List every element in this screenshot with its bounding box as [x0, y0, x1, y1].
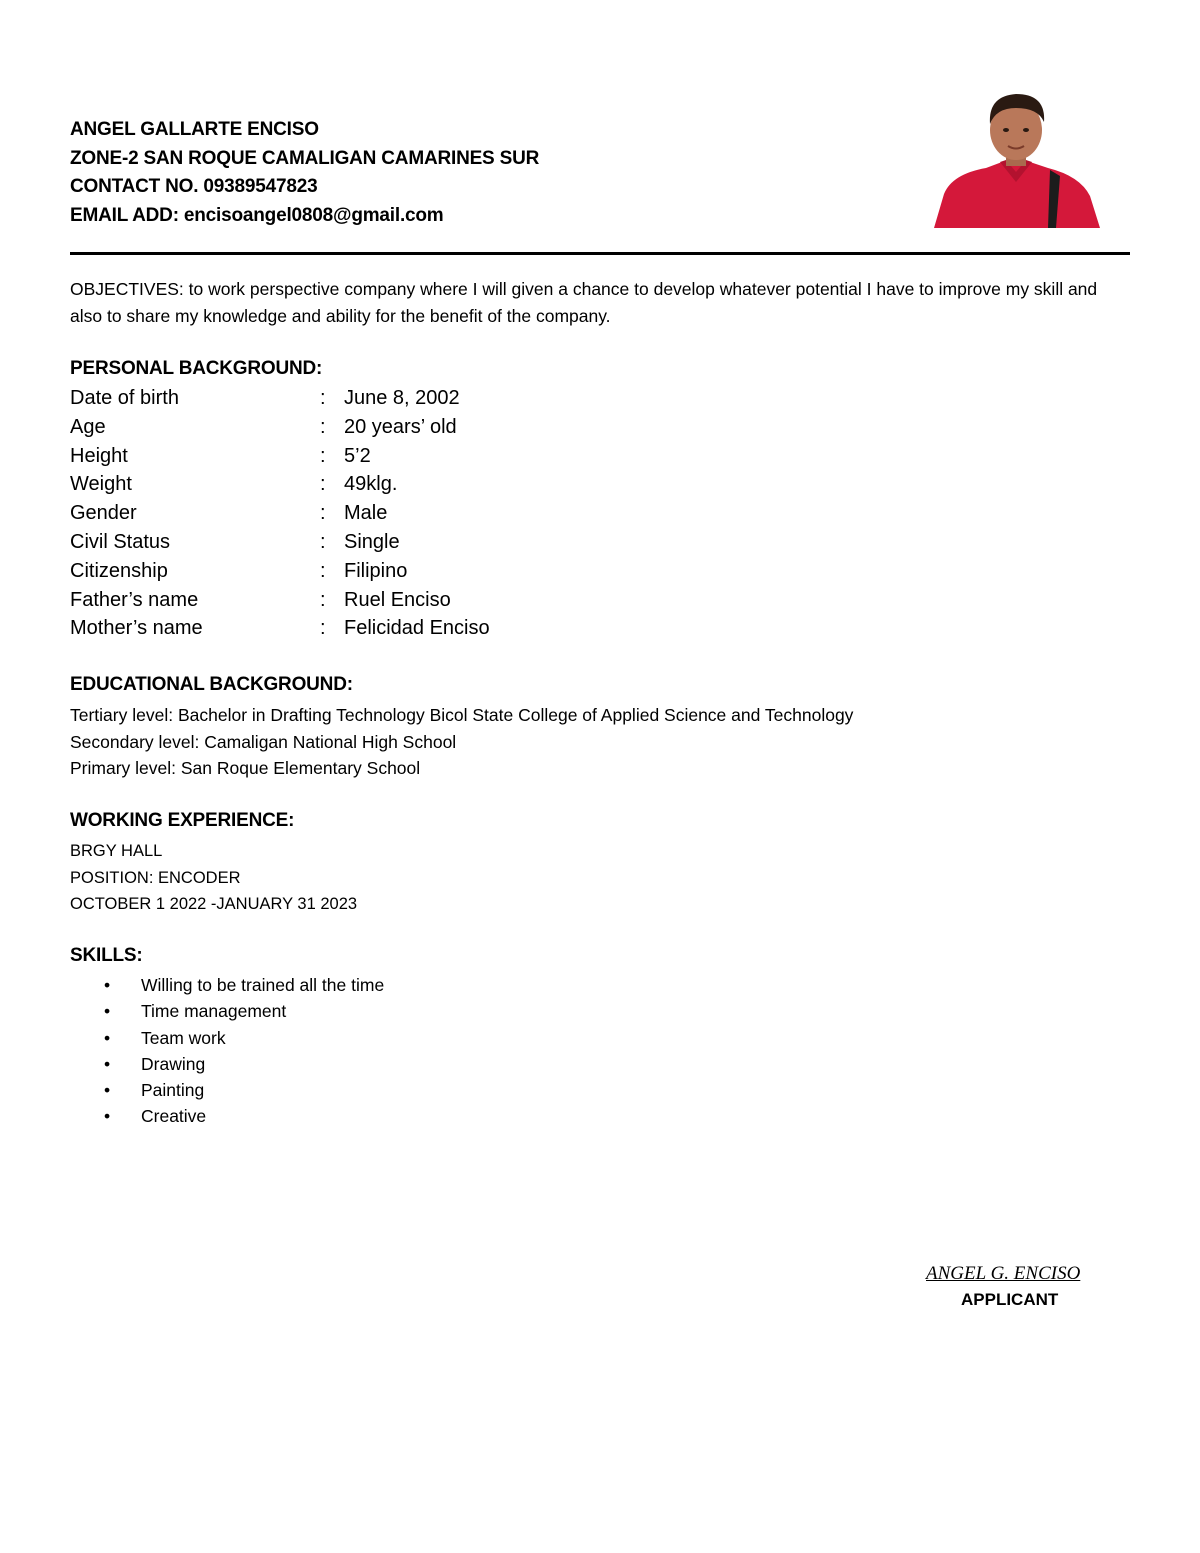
personal-label: Gender	[70, 502, 137, 525]
educational-background-heading: EDUCATIONAL BACKGROUND:	[70, 674, 353, 695]
personal-label: Date of birth	[70, 387, 179, 409]
skills-heading: SKILLS:	[70, 945, 143, 966]
contact-header	[70, 116, 539, 230]
bullet-icon: •	[104, 1106, 111, 1127]
skill-text: Painting	[141, 1080, 205, 1101]
skill-text: Team work	[141, 1027, 226, 1048]
applicant-contact: CONTACT NO. 09389547823	[70, 176, 318, 197]
skill-text: Creative	[141, 1106, 207, 1127]
bullet-icon: •	[104, 1001, 111, 1022]
personal-value: Male	[344, 502, 388, 525]
skill-text: Willing to be trained all the time	[141, 975, 385, 995]
personal-value: Filipino	[344, 559, 408, 582]
bullet-icon: •	[104, 975, 111, 995]
header-divider	[70, 252, 1130, 255]
personal-value: 49klg.	[344, 473, 398, 496]
personal-separator: :	[320, 444, 326, 467]
education-line: Tertiary level: Bachelor in Drafting Technology Bicol State College of Applied Science and Technology	[70, 705, 854, 725]
personal-label: Father’s name	[70, 588, 199, 611]
personal-value: Ruel Enciso	[344, 588, 451, 611]
personal-label: Height	[70, 444, 128, 467]
personal-background-heading: PERSONAL BACKGROUND:	[70, 358, 323, 379]
bullet-icon: •	[104, 1027, 111, 1048]
personal-label: Age	[70, 415, 106, 438]
work-line: OCTOBER 1 2022 -JANUARY 31 2023	[70, 895, 358, 913]
signature-name: ANGEL G. ENCISO	[926, 1263, 1081, 1284]
personal-separator: :	[320, 530, 326, 553]
applicant-photo	[930, 90, 1102, 228]
personal-label: Civil Status	[70, 530, 171, 553]
personal-value: Felicidad Enciso	[344, 617, 490, 640]
work-line: POSITION: ENCODER	[70, 868, 241, 887]
bullet-icon: •	[104, 1080, 111, 1101]
personal-separator: :	[320, 473, 326, 496]
personal-value: June 8, 2002	[344, 387, 460, 409]
personal-label: Citizenship	[70, 559, 168, 582]
skill-text: Time management	[141, 1001, 287, 1022]
signature-role: APPLICANT	[961, 1290, 1059, 1309]
personal-separator: :	[320, 588, 326, 611]
applicant-address: ZONE-2 SAN ROQUE CAMALIGAN CAMARINES SUR	[70, 147, 540, 169]
personal-value: Single	[344, 530, 400, 553]
education-line: Secondary level: Camaligan National High School	[70, 731, 457, 752]
personal-value: 20 years’ old	[344, 415, 457, 438]
personal-value: 5’2	[344, 444, 371, 467]
personal-separator: :	[320, 559, 326, 582]
work-line: BRGY HALL	[70, 842, 163, 860]
objectives-text: OBJECTIVES: to work perspective company where I will given a chance to develop whatever potential I have to improve my skill and also to share my knowledge and ability for the benefit of the company.	[70, 279, 1098, 326]
education-line: Primary level: San Roque Elementary School	[70, 758, 421, 778]
applicant-name: ANGEL GALLARTE ENCISO	[70, 119, 319, 140]
personal-label: Weight	[70, 473, 132, 496]
personal-separator: :	[320, 387, 326, 409]
personal-label: Mother’s name	[70, 617, 203, 640]
bullet-icon: •	[104, 1053, 111, 1074]
personal-separator: :	[320, 415, 326, 438]
work-list	[70, 838, 357, 918]
personal-separator: :	[320, 502, 326, 525]
applicant-email: EMAIL ADD: encisoangel0808@gmail.com	[70, 204, 444, 226]
working-experience-heading: WORKING EXPERIENCE:	[70, 810, 295, 831]
personal-separator: :	[320, 617, 326, 640]
skill-text: Drawing	[141, 1053, 206, 1074]
education-list	[70, 702, 853, 782]
